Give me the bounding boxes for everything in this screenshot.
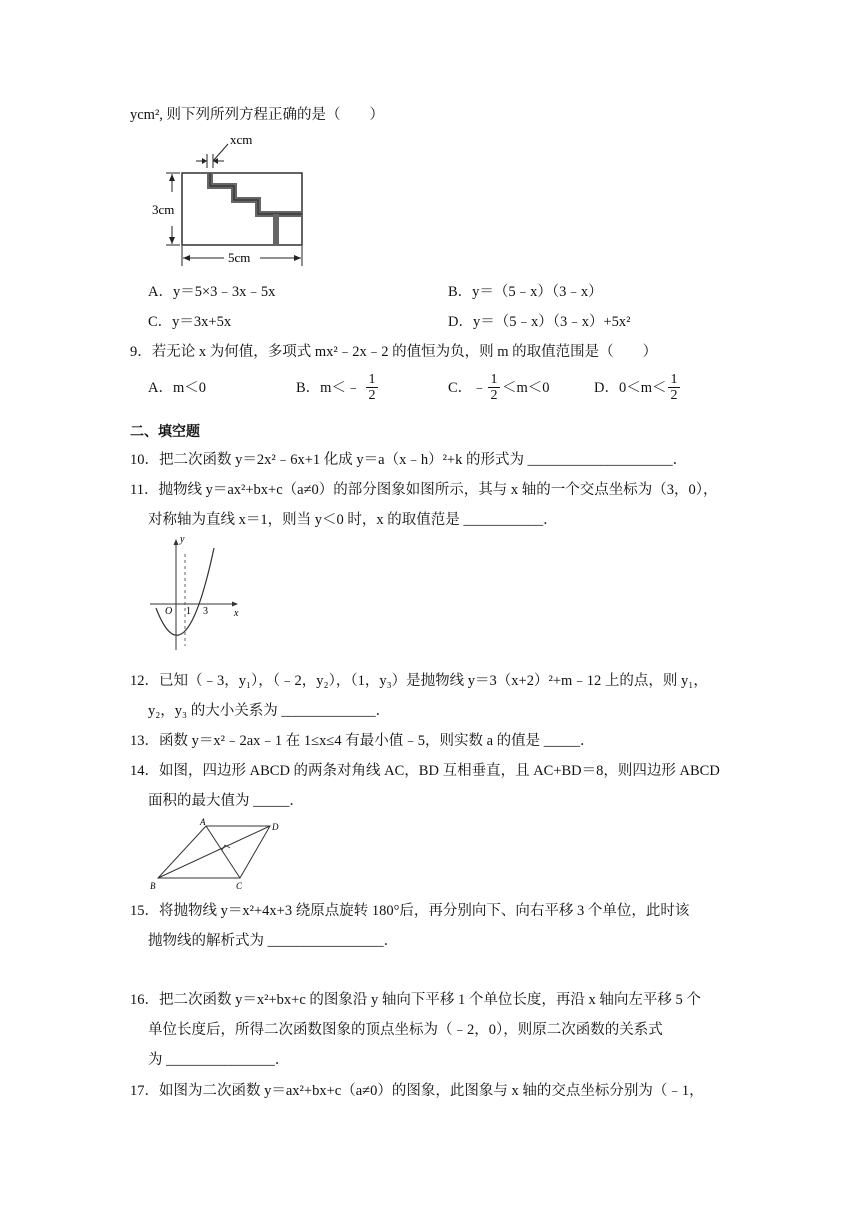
q11-fig-y-label: y — [180, 534, 185, 545]
q9-d-frac-den: 2 — [668, 387, 680, 403]
q11-fig-three-label: 3 — [203, 606, 208, 617]
section-fill-in-title: 二、填空题 — [130, 423, 200, 439]
q16-line3: 为 _______________． — [148, 1052, 290, 1068]
q9-stem: 9．若无论 x 为何值，多项式 mx²﹣2x﹣2 的值恒为负，则 m 的取值范围是（ ） — [130, 344, 658, 360]
q14-fig-label-c: C — [236, 881, 243, 891]
q15-line1: 15．将抛物线 y＝x²+4x+3 绕原点旋转 180°后，再分别向下、向右平移 3 个单位，此时该 — [130, 903, 690, 919]
q14-quadrilateral-figure — [148, 816, 288, 892]
q11-fig-x-label: x — [234, 608, 239, 619]
q12-line2: y₂，y₃ 的大小关系为 _____________． — [148, 703, 391, 719]
q8-figure — [148, 128, 318, 273]
q9-option-c-fraction — [488, 372, 500, 403]
q8-fig-width-label: 5cm — [228, 250, 251, 265]
q9-d-frac-num: 1 — [670, 372, 678, 387]
q8-fig-height-label: 3cm — [152, 202, 175, 217]
q9-option-c-suffix: ＜m＜0 — [502, 380, 550, 396]
q9-option-b — [296, 375, 360, 401]
q9-option-b-prefix: B．m＜﹣ — [296, 380, 361, 396]
q9-option-a: A．m＜0 — [148, 380, 206, 396]
q9-option-d-prefix: D．0＜m＜ — [594, 380, 667, 396]
q9-b-frac-num: 1 — [368, 372, 376, 387]
q10-text: 10．把二次函数 y＝2x²﹣6x+1 化成 y＝a（x﹣h）²+k 的形式为 ____________________． — [130, 452, 688, 468]
q8-stem-tail: ycm², 则下列所列方程正确的是（ ） — [130, 107, 385, 123]
q9-b-frac-den: 2 — [366, 387, 378, 403]
q14-fig-label-d: D — [272, 822, 279, 832]
q14-line2: 面积的最大值为 _____． — [148, 793, 304, 809]
q8-option-d: D．y＝（5﹣x）（3﹣x）+5x² — [448, 314, 631, 330]
q12-line1: 12．已知（﹣3，y₁），（﹣2，y₂），（1，y₃）是抛物线 y＝3（x+2）²+m﹣12 上的点，则 y₁， — [130, 673, 708, 689]
q9-option-d-fraction — [668, 372, 680, 403]
q9-option-c-prefix: C．﹣ — [448, 380, 487, 396]
q11-line2: 对称轴为直线 x＝1，则当 y＜0 时，x 的取值范是 ___________． — [148, 512, 558, 528]
q15-line2: 抛物线的解析式为 ________________． — [148, 933, 399, 949]
q11-fig-one-label: 1 — [186, 606, 191, 617]
q11-parabola-figure — [148, 534, 244, 654]
q13-text: 13．函数 y＝x²﹣2ax﹣1 在 1≤x≤4 有最小值﹣5，则实数 a 的值是 _____． — [130, 733, 595, 749]
q16-line2: 单位长度后，所得二次函数图象的顶点坐标为（﹣2，0），则原二次函数的关系式 — [148, 1022, 663, 1038]
q14-line1: 14．如图，四边形 ABCD 的两条对角线 AC，BD 互相垂直，且 AC+BD＝8，则四边形 ABCD — [130, 763, 720, 779]
q9-c-frac-den: 2 — [488, 387, 500, 403]
q17-line1: 17．如图为二次函数 y＝ax²+bx+c（a≠0）的图象，此图象与 x 轴的交点坐标分别为（﹣1， — [130, 1083, 704, 1099]
q8-option-b: B．y＝（5﹣x）（3﹣x） — [448, 284, 603, 300]
q11-fig-origin-label: O — [165, 606, 173, 617]
q9-c-frac-num: 1 — [490, 372, 498, 387]
q16-line1: 16．把二次函数 y＝x²+bx+c 的图象沿 y 轴向下平移 1 个单位长度，再沿 x 轴向左平移 5 个 — [130, 992, 701, 1008]
q14-fig-label-a: A — [200, 817, 206, 827]
q8-option-a: A．y＝5×3﹣3x﹣5x — [148, 284, 276, 300]
q14-fig-label-b: B — [150, 881, 156, 891]
q8-option-c: C．y＝3x+5x — [148, 314, 232, 330]
q11-line1: 11．抛物线 y＝ax²+bx+c（a≠0）的部分图象如图所示，其与 x 轴的一个交点坐标为（3，0）， — [130, 482, 718, 498]
q8-fig-x-label: xcm — [230, 132, 253, 147]
q9-option-b-fraction — [366, 372, 378, 403]
